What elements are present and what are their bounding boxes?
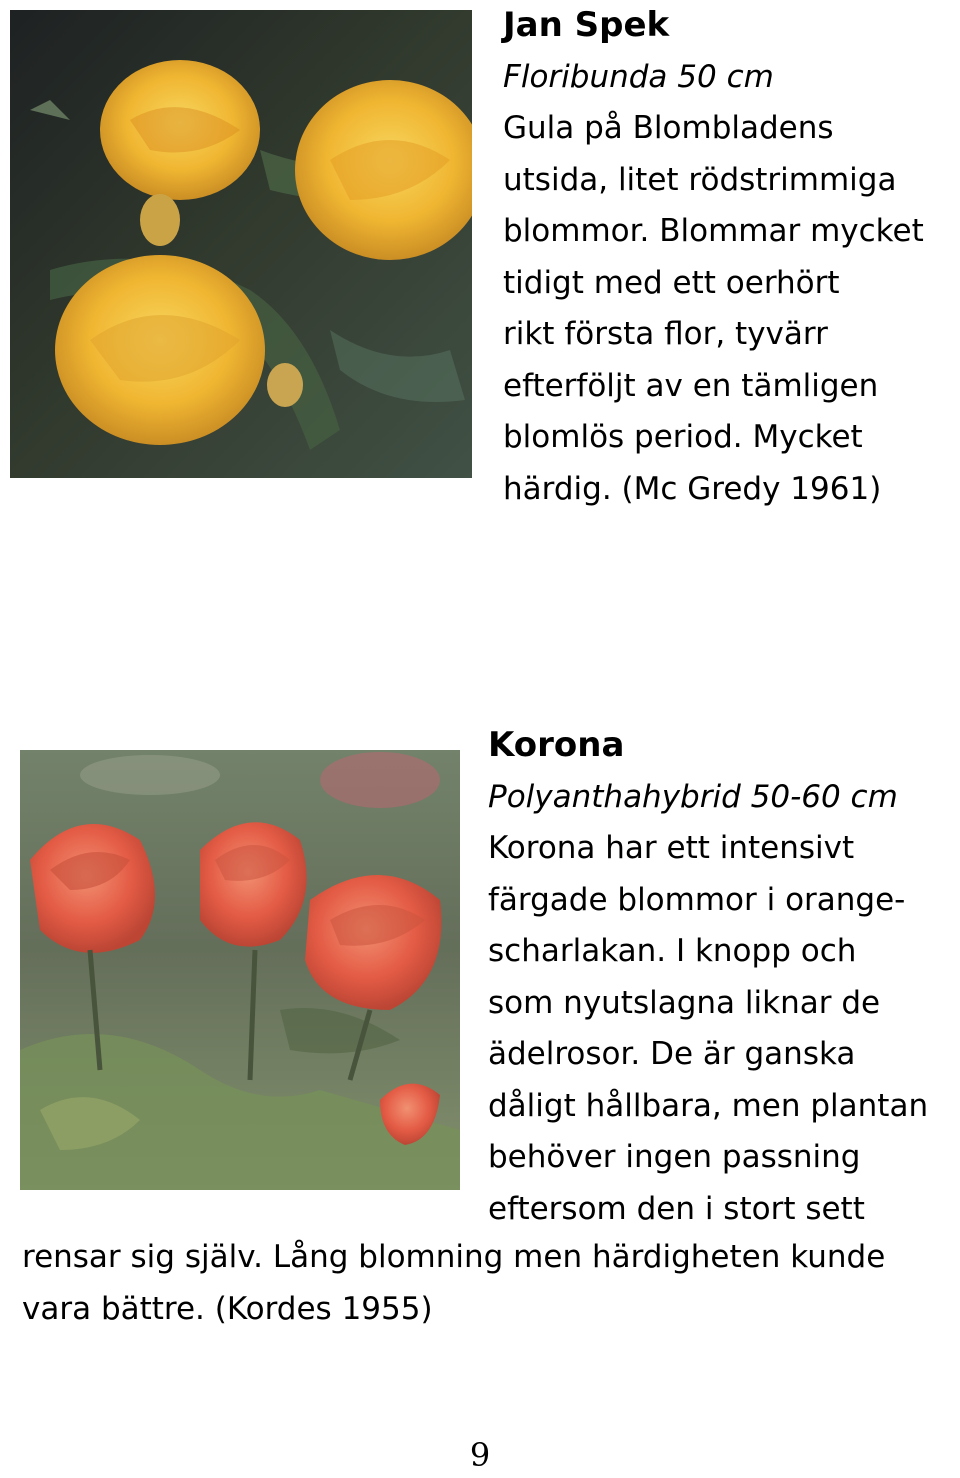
description-line: härdig. (Mc Gredy 1961) [503, 470, 882, 507]
description-line: efterföljt av en tämligen [503, 367, 879, 404]
rose-name: Jan Spek [503, 5, 670, 45]
jan-spek-entry [503, 0, 924, 515]
jan-spek-photo [10, 10, 472, 478]
korona-entry-continuation [22, 1232, 885, 1335]
korona-photo [20, 750, 460, 1190]
description-line: Gula på Blombladens [503, 110, 834, 146]
page-number: 9 [469, 1436, 491, 1474]
description-line: ädelrosor. De är ganska [488, 1036, 856, 1072]
description-line: blomlös period. Mycket [503, 419, 863, 455]
description-line: dåligt hållbara, men plantan [488, 1087, 929, 1124]
description-line: rikt första flor, tyvärr [503, 316, 828, 352]
description-line: färgade blommor i orange- [488, 881, 906, 918]
rose-type: Floribunda 50 cm [503, 58, 774, 95]
korona-entry [488, 720, 928, 1235]
description-line: Korona har ett intensivt [488, 830, 855, 866]
rose-type: Polyanthahybrid 50-60 cm [488, 778, 898, 815]
description-line: utsida, litet rödstrimmiga [503, 161, 897, 198]
orange-roses-image [20, 750, 460, 1190]
rose-name: Korona [488, 725, 625, 765]
description-line: behöver ingen passning [488, 1139, 861, 1175]
description-line: tidigt med ett oerhört [503, 264, 840, 301]
description-line: blommor. Blommar mycket [503, 213, 924, 249]
description-line: rensar sig själv. Lång blomning men härdigheten kunde [22, 1239, 886, 1275]
description-line: vara bättre. (Kordes 1955) [22, 1290, 433, 1327]
yellow-roses-image [10, 10, 472, 478]
description-line: scharlakan. I knopp och [488, 933, 857, 969]
description-line: eftersom den i stort sett [488, 1190, 865, 1227]
description-line: som nyutslagna liknar de [488, 984, 881, 1021]
